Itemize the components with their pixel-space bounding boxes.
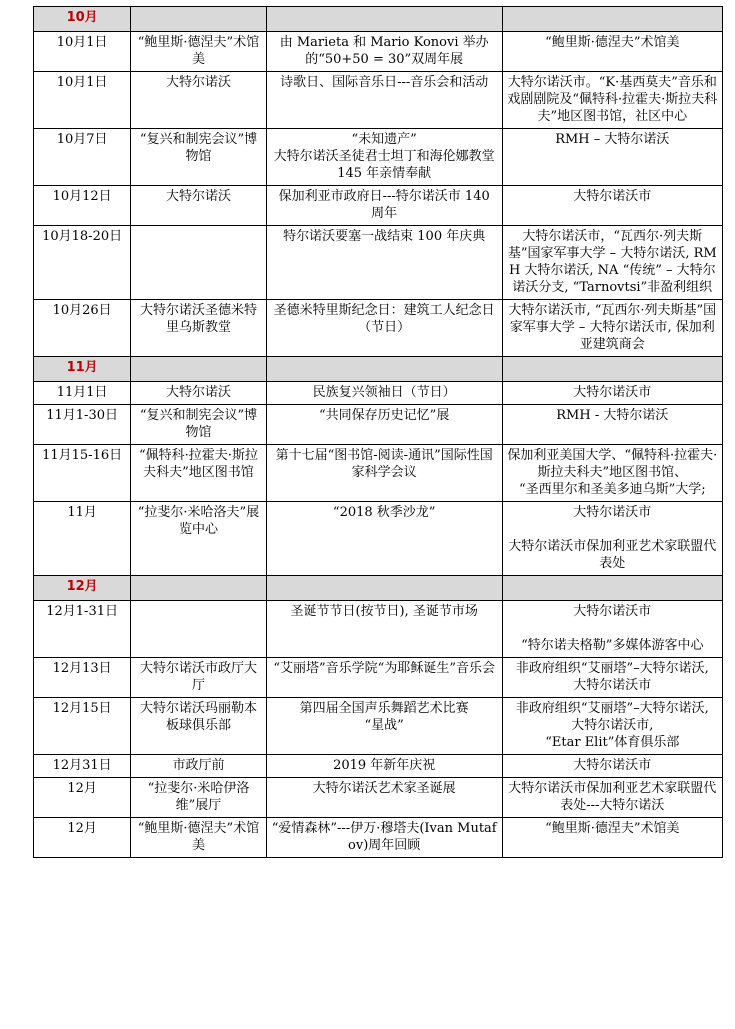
- event-organizer: [502, 226, 722, 300]
- table-row: [34, 382, 723, 405]
- event-date: 10月1日: [34, 32, 131, 72]
- event-organizer-line: RMH - 大特尔诺沃: [556, 408, 669, 423]
- event-venue-line: 大特尔诺沃: [165, 385, 231, 400]
- event-organizer: [502, 382, 722, 405]
- event-venue-line: 大特尔诺沃圣德米特里乌斯教堂: [139, 303, 257, 335]
- event-date: 12月15日: [34, 698, 131, 755]
- month-header-cell: [131, 357, 267, 382]
- event-name: [266, 186, 502, 226]
- event-date: 12月31日: [34, 755, 131, 778]
- event-organizer: [502, 300, 722, 357]
- event-name: [266, 698, 502, 755]
- event-venue: [131, 382, 267, 405]
- month-header-cell: [502, 357, 722, 382]
- events-schedule-table: [33, 6, 723, 858]
- table-row: [34, 405, 723, 445]
- event-organizer-line: “Etar Elit”体育俱乐部: [545, 735, 680, 750]
- event-venue: [131, 818, 267, 858]
- month-header-cell: [502, 7, 722, 32]
- event-name-line: 圣诞节节日(按节日), 圣诞节市场: [290, 604, 478, 619]
- event-organizer: [502, 186, 722, 226]
- event-venue-line: “佩特科·拉霍夫·斯拉夫科夫”地区图书馆: [139, 448, 258, 480]
- event-name-line: 诗歌日、国际音乐日---音乐会和活动: [280, 75, 489, 90]
- event-organizer: [502, 698, 722, 755]
- table-row: [34, 226, 723, 300]
- event-name: [266, 300, 502, 357]
- event-venue: [131, 445, 267, 502]
- month-label: 12月: [34, 576, 131, 601]
- event-venue-line: 大特尔诺沃市政厅大厅: [139, 661, 257, 693]
- event-venue: [131, 300, 267, 357]
- event-organizer-line: 大特尔诺沃市。“K·基西莫夫”音乐和戏剧剧院及“佩特科·拉霍夫·斯拉夫科夫”地区图书馆，社区中心: [507, 75, 718, 124]
- event-venue-line: “复兴和制宪会议”博物馆: [139, 408, 258, 440]
- event-organizer-line: [507, 620, 718, 637]
- event-name: [266, 445, 502, 502]
- event-date: 12月13日: [34, 658, 131, 698]
- event-organizer-line: “鲍里斯·德涅夫”术馆美: [545, 821, 680, 836]
- event-venue: [131, 226, 267, 300]
- event-name-line: “星战”: [364, 718, 404, 733]
- event-name-line: 由 Marieta 和 Mario Konovi 举办的“50+50 = 30”双周年展: [279, 35, 489, 67]
- event-venue-line: “复兴和制宪会议”博物馆: [139, 132, 258, 164]
- event-venue-line: “鲍里斯·德涅夫”术馆美: [137, 35, 260, 67]
- event-name: [266, 32, 502, 72]
- table-row: [34, 72, 723, 129]
- event-organizer: [502, 129, 722, 186]
- event-name-line: 大特尔诺沃艺术家圣诞展: [312, 781, 456, 796]
- event-name-line: “2018 秋季沙龙”: [332, 505, 436, 520]
- month-header-cell: [131, 7, 267, 32]
- event-name: [266, 129, 502, 186]
- month-label: 10月: [34, 7, 131, 32]
- month-header-row: [34, 7, 723, 32]
- event-organizer: [502, 405, 722, 445]
- event-name-line: “未知遗产”: [351, 132, 417, 147]
- event-venue-line: 市政厅前: [172, 758, 225, 773]
- event-name-line: 第四届全国声乐舞蹈艺术比赛: [299, 701, 469, 716]
- month-header-row: [34, 357, 723, 382]
- event-organizer-line: 保加利亚美国大学、“佩特科·拉霍夫·斯拉夫科夫”地区图书馆、: [507, 448, 718, 480]
- event-name: [266, 382, 502, 405]
- event-venue: [131, 658, 267, 698]
- event-name-line: 大特尔诺沃圣徒君士坦丁和海伦娜教堂 145 年亲情奉献: [273, 149, 495, 181]
- event-name: [266, 72, 502, 129]
- table-row: [34, 502, 723, 576]
- month-header-cell: [502, 576, 722, 601]
- event-organizer-line: 非政府组织“艾丽塔”–大特尔诺沃,: [515, 701, 709, 716]
- event-name-line: 2019 年新年庆祝: [333, 758, 436, 773]
- event-organizer-line: 大特尔诺沃市: [573, 604, 652, 619]
- table-row: [34, 755, 723, 778]
- event-name-line: “艾丽塔”音乐学院“为耶稣诞生”音乐会: [273, 661, 495, 676]
- event-date: 12月: [34, 778, 131, 818]
- event-name: [266, 658, 502, 698]
- event-organizer: [502, 658, 722, 698]
- event-venue: [131, 601, 267, 658]
- event-organizer: [502, 778, 722, 818]
- event-organizer: [502, 818, 722, 858]
- event-venue-line: 大特尔诺沃: [165, 189, 231, 204]
- table-row: [34, 818, 723, 858]
- event-name-line: 特尔诺沃要塞一战结束 100 年庆典: [283, 229, 486, 244]
- event-organizer-line: [507, 521, 718, 538]
- event-date: 12月1-31日: [34, 601, 131, 658]
- event-name-line: 保加利亚市政府日---特尔诺沃市 140 周年: [278, 189, 490, 221]
- event-date: 10月1日: [34, 72, 131, 129]
- event-name-line: 圣德米特里斯纪念日：建筑工人纪念日（节日）: [273, 303, 495, 335]
- month-label: 11月: [34, 357, 131, 382]
- event-organizer-line: 大特尔诺沃市保加利亚艺术家联盟代表处---大特尔诺沃: [508, 781, 717, 813]
- event-name: [266, 405, 502, 445]
- event-date: 12月: [34, 818, 131, 858]
- table-row: [34, 129, 723, 186]
- event-venue: [131, 778, 267, 818]
- event-organizer: [502, 445, 722, 502]
- event-name: [266, 778, 502, 818]
- event-name: [266, 502, 502, 576]
- month-header-cell: [266, 7, 502, 32]
- event-venue-line: “拉斐尔·米哈伊洛维”展厅: [147, 781, 250, 813]
- event-date: 11月1日: [34, 382, 131, 405]
- month-header-row: [34, 576, 723, 601]
- event-name-line: “共同保存历史记忆”展: [319, 408, 450, 423]
- event-venue: [131, 186, 267, 226]
- event-organizer: [502, 601, 722, 658]
- event-organizer: [502, 32, 722, 72]
- event-organizer-line: 大特尔诺沃市保加利亚艺术家联盟代表处: [508, 539, 717, 571]
- event-venue: [131, 502, 267, 576]
- event-venue: [131, 32, 267, 72]
- table-row: [34, 186, 723, 226]
- event-organizer-line: “鲍里斯·德涅夫”术馆美: [545, 35, 680, 50]
- event-name: [266, 601, 502, 658]
- event-organizer-line: 大特尔诺沃市: [573, 505, 652, 520]
- event-date: 11月: [34, 502, 131, 576]
- month-header-cell: [266, 357, 502, 382]
- event-organizer-line: 大特尔诺沃市，“瓦西尔·列夫斯基”国家军事大学 – 大特尔诺沃, RMH 大特尔诺沃, NA “传统” – 大特尔诺沃分支, “Tarnovtsi”非盈利组织: [507, 229, 717, 295]
- event-venue-line: [135, 603, 262, 620]
- event-venue: [131, 129, 267, 186]
- table-row: [34, 300, 723, 357]
- event-organizer-line: 非政府组织“艾丽塔”–大特尔诺沃,: [515, 661, 709, 676]
- schedule-body: [34, 7, 723, 858]
- event-date: 10月18-20日: [34, 226, 131, 300]
- event-date: 11月15-16日: [34, 445, 131, 502]
- month-header-cell: [266, 576, 502, 601]
- event-date: 11月1-30日: [34, 405, 131, 445]
- event-venue-line: “鲍里斯·德涅夫”术馆美: [137, 821, 260, 853]
- event-name: [266, 818, 502, 858]
- event-organizer-line: 大特尔诺沃市,: [571, 718, 654, 733]
- event-date: 10月12日: [34, 186, 131, 226]
- event-venue: [131, 72, 267, 129]
- table-row: [34, 778, 723, 818]
- table-row: [34, 698, 723, 755]
- event-organizer-line: 大特尔诺沃市: [573, 678, 652, 693]
- event-name-line: 民族复兴领袖日（节日）: [312, 385, 456, 400]
- event-organizer-line: “圣西里尔和圣美多迪乌斯”大学;: [518, 482, 706, 497]
- event-venue: [131, 405, 267, 445]
- event-organizer: [502, 502, 722, 576]
- table-row: [34, 445, 723, 502]
- event-name-line: 第十七届“图书馆-阅读-通讯”国际性国家科学会议: [275, 448, 493, 480]
- event-organizer-line: RMH – 大特尔诺沃: [555, 132, 670, 147]
- event-name-line: “爱情森林”---伊万·穆塔夫(Ivan Mutafov)周年回顾: [271, 821, 497, 853]
- event-organizer: [502, 755, 722, 778]
- event-date: 10月7日: [34, 129, 131, 186]
- event-name: [266, 226, 502, 300]
- event-date: 10月26日: [34, 300, 131, 357]
- event-organizer: [502, 72, 722, 129]
- event-venue: [131, 755, 267, 778]
- event-name: [266, 755, 502, 778]
- event-organizer-line: 大特尔诺沃市: [573, 758, 652, 773]
- event-venue-line: “拉斐尔·米哈洛夫”展览中心: [137, 505, 260, 537]
- event-venue-line: 大特尔诺沃玛丽勒本板球俱乐部: [139, 701, 257, 733]
- table-row: [34, 32, 723, 72]
- table-row: [34, 601, 723, 658]
- event-organizer-line: “特尔诺夫格勒”多媒体游客中心: [521, 638, 704, 653]
- month-header-cell: [131, 576, 267, 601]
- event-venue-line: 大特尔诺沃: [165, 75, 231, 90]
- event-organizer-line: 大特尔诺沃市: [573, 189, 652, 204]
- table-row: [34, 658, 723, 698]
- event-organizer-line: 大特尔诺沃市: [573, 385, 652, 400]
- event-organizer-line: 大特尔诺沃市, “瓦西尔·列夫斯基”国家军事大学 – 大特尔诺沃市, 保加利亚建筑商会: [508, 303, 717, 352]
- event-venue-line: [135, 228, 262, 245]
- event-venue: [131, 698, 267, 755]
